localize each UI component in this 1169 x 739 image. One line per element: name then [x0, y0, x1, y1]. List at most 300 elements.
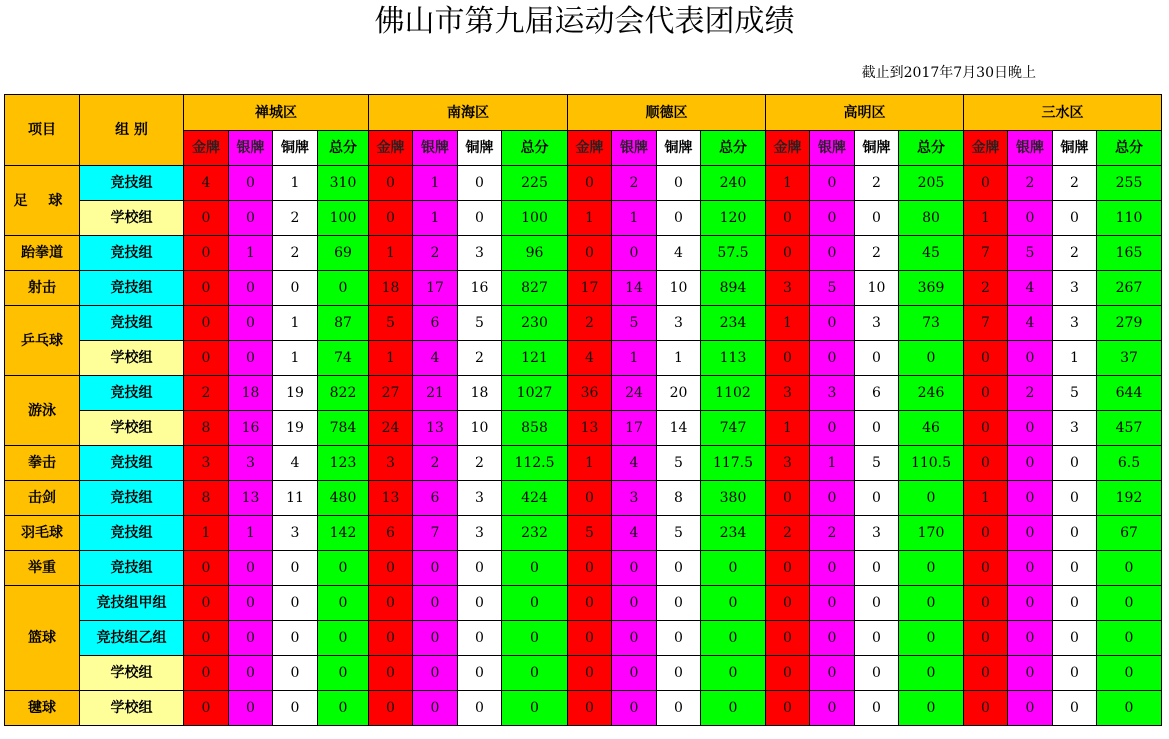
total-cell: 1027 — [502, 376, 568, 411]
bronze-cell: 0 — [657, 166, 701, 201]
group-name: 竞技组 — [80, 236, 184, 271]
total-cell: 0 — [1097, 621, 1162, 656]
bronze-cell: 14 — [657, 411, 701, 446]
silver-header: 银牌 — [612, 131, 657, 166]
bronze-cell: 4 — [657, 236, 701, 271]
group-name: 竞技组乙组 — [80, 621, 184, 656]
table-row — [5, 166, 1162, 201]
silver-cell: 6 — [413, 306, 458, 341]
table-row — [5, 551, 1162, 586]
bronze-cell: 5 — [458, 306, 502, 341]
total-cell: 0 — [318, 656, 369, 691]
group-name: 学校组 — [80, 691, 184, 726]
silver-cell: 2 — [1008, 376, 1053, 411]
page-title: 佛山市第九届运动会代表团成绩 — [374, 4, 795, 39]
gold-cell: 0 — [369, 201, 413, 236]
silver-cell: 3 — [612, 481, 657, 516]
gold-cell: 0 — [369, 656, 413, 691]
silver-cell: 1 — [810, 446, 855, 481]
total-cell: 230 — [502, 306, 568, 341]
bronze-cell: 0 — [855, 551, 899, 586]
bronze-cell: 19 — [273, 376, 318, 411]
bronze-cell: 0 — [1053, 586, 1097, 621]
gold-cell: 0 — [184, 691, 229, 726]
silver-cell: 17 — [612, 411, 657, 446]
group-name: 竞技组 — [80, 481, 184, 516]
total-cell: 0 — [502, 586, 568, 621]
total-cell: 96 — [502, 236, 568, 271]
gold-header: 金牌 — [369, 131, 413, 166]
bronze-cell: 0 — [458, 621, 502, 656]
gold-cell: 24 — [369, 411, 413, 446]
gold-cell: 0 — [964, 586, 1008, 621]
total-cell: 747 — [701, 411, 766, 446]
bronze-cell: 3 — [1053, 411, 1097, 446]
total-cell: 192 — [1097, 481, 1162, 516]
silver-cell: 2 — [612, 166, 657, 201]
silver-cell: 0 — [1008, 481, 1053, 516]
gold-cell: 8 — [184, 481, 229, 516]
silver-cell: 0 — [810, 691, 855, 726]
silver-cell: 0 — [229, 271, 273, 306]
total-cell: 240 — [701, 166, 766, 201]
silver-cell: 0 — [1008, 446, 1053, 481]
silver-cell: 0 — [413, 551, 458, 586]
total-cell: 165 — [1097, 236, 1162, 271]
total-cell: 279 — [1097, 306, 1162, 341]
bronze-cell: 0 — [657, 621, 701, 656]
gold-cell: 0 — [766, 481, 810, 516]
total-cell: 827 — [502, 271, 568, 306]
total-cell: 87 — [318, 306, 369, 341]
gold-cell: 0 — [766, 586, 810, 621]
bronze-cell: 11 — [273, 481, 318, 516]
bronze-cell: 3 — [855, 306, 899, 341]
bronze-cell: 5 — [657, 446, 701, 481]
gold-cell: 2 — [184, 376, 229, 411]
total-cell: 123 — [318, 446, 369, 481]
group-name: 学校组 — [80, 201, 184, 236]
gold-cell: 2 — [964, 271, 1008, 306]
gold-cell: 3 — [766, 376, 810, 411]
total-header: 总分 — [899, 131, 964, 166]
silver-cell: 0 — [1008, 621, 1053, 656]
silver-header: 银牌 — [810, 131, 855, 166]
bronze-cell: 2 — [273, 236, 318, 271]
total-cell: 0 — [899, 691, 964, 726]
silver-cell: 13 — [413, 411, 458, 446]
silver-cell: 21 — [413, 376, 458, 411]
bronze-cell: 4 — [273, 446, 318, 481]
gold-cell: 5 — [369, 306, 413, 341]
silver-cell: 1 — [229, 516, 273, 551]
silver-cell: 0 — [229, 341, 273, 376]
sport-name: 乒乓球 — [5, 306, 80, 376]
gold-cell: 1 — [766, 411, 810, 446]
total-cell: 424 — [502, 481, 568, 516]
silver-cell: 16 — [229, 411, 273, 446]
total-cell: 69 — [318, 236, 369, 271]
total-cell: 0 — [502, 621, 568, 656]
silver-cell: 0 — [810, 411, 855, 446]
gold-cell: 1 — [369, 236, 413, 271]
gold-cell: 0 — [568, 691, 612, 726]
silver-cell: 0 — [413, 656, 458, 691]
bronze-cell: 0 — [657, 586, 701, 621]
total-header: 总分 — [318, 131, 369, 166]
bronze-cell: 0 — [458, 656, 502, 691]
table-row — [5, 271, 1162, 306]
gold-cell: 7 — [964, 236, 1008, 271]
bronze-cell: 0 — [657, 656, 701, 691]
silver-cell: 0 — [810, 166, 855, 201]
total-cell: 0 — [899, 481, 964, 516]
silver-cell: 0 — [229, 656, 273, 691]
table-row — [5, 656, 1162, 691]
bronze-cell: 2 — [1053, 236, 1097, 271]
silver-cell: 6 — [413, 481, 458, 516]
gold-cell: 17 — [568, 271, 612, 306]
bronze-cell: 1 — [273, 341, 318, 376]
gold-cell: 1 — [766, 166, 810, 201]
sport-name: 游泳 — [5, 376, 80, 446]
silver-cell: 0 — [229, 306, 273, 341]
gold-cell: 13 — [568, 411, 612, 446]
total-cell: 380 — [701, 481, 766, 516]
sport-name: 跆拳道 — [5, 236, 80, 271]
sport-name: 击剑 — [5, 481, 80, 516]
total-cell: 205 — [899, 166, 964, 201]
total-cell: 1102 — [701, 376, 766, 411]
gold-cell: 0 — [184, 341, 229, 376]
silver-cell: 1 — [413, 166, 458, 201]
gold-cell: 2 — [568, 306, 612, 341]
bronze-cell: 0 — [1053, 691, 1097, 726]
total-cell: 225 — [502, 166, 568, 201]
silver-cell: 0 — [810, 341, 855, 376]
sport-name: 射击 — [5, 271, 80, 306]
gold-cell: 0 — [766, 551, 810, 586]
total-cell: 267 — [1097, 271, 1162, 306]
bronze-cell: 0 — [1053, 551, 1097, 586]
bronze-cell: 2 — [458, 446, 502, 481]
gold-cell: 0 — [568, 166, 612, 201]
total-cell: 67 — [1097, 516, 1162, 551]
silver-cell: 4 — [612, 446, 657, 481]
total-cell: 0 — [502, 656, 568, 691]
table-row — [5, 691, 1162, 726]
silver-cell: 0 — [810, 236, 855, 271]
silver-cell: 1 — [413, 201, 458, 236]
bronze-cell: 0 — [657, 201, 701, 236]
bronze-cell: 3 — [1053, 306, 1097, 341]
total-cell: 0 — [899, 621, 964, 656]
gold-cell: 0 — [766, 691, 810, 726]
total-cell: 0 — [899, 586, 964, 621]
silver-header: 银牌 — [229, 131, 273, 166]
total-cell: 0 — [899, 551, 964, 586]
total-cell: 234 — [701, 306, 766, 341]
bronze-header: 铜牌 — [657, 131, 701, 166]
silver-cell: 24 — [612, 376, 657, 411]
table-row — [5, 516, 1162, 551]
total-cell: 0 — [701, 586, 766, 621]
bronze-cell: 5 — [855, 446, 899, 481]
gold-cell: 0 — [369, 551, 413, 586]
gold-cell: 0 — [184, 551, 229, 586]
district-header: 高明区 — [766, 95, 964, 131]
gold-cell: 0 — [184, 586, 229, 621]
district-header: 南海区 — [369, 95, 568, 131]
gold-cell: 0 — [964, 656, 1008, 691]
total-cell: 170 — [899, 516, 964, 551]
gold-cell: 6 — [369, 516, 413, 551]
gold-cell: 0 — [766, 656, 810, 691]
bronze-cell: 0 — [458, 201, 502, 236]
bronze-cell: 1 — [273, 306, 318, 341]
bronze-cell: 6 — [855, 376, 899, 411]
group-name: 竞技组 — [80, 376, 184, 411]
silver-cell: 0 — [810, 201, 855, 236]
gold-cell: 13 — [369, 481, 413, 516]
gold-cell: 36 — [568, 376, 612, 411]
bronze-header: 铜牌 — [855, 131, 899, 166]
total-cell: 112.5 — [502, 446, 568, 481]
gold-cell: 27 — [369, 376, 413, 411]
gold-cell: 1 — [964, 201, 1008, 236]
group-name: 竞技组 — [80, 166, 184, 201]
group-name: 学校组 — [80, 656, 184, 691]
group-name: 竞技组 — [80, 306, 184, 341]
silver-cell: 2 — [413, 236, 458, 271]
bronze-cell: 0 — [855, 341, 899, 376]
header-item: 项目 — [5, 95, 80, 166]
gold-cell: 0 — [369, 691, 413, 726]
district-header: 禅城区 — [184, 95, 369, 131]
group-name: 竞技组 — [80, 551, 184, 586]
gold-cell: 0 — [766, 341, 810, 376]
group-name: 学校组 — [80, 411, 184, 446]
bronze-cell: 10 — [855, 271, 899, 306]
total-cell: 858 — [502, 411, 568, 446]
silver-cell: 0 — [612, 621, 657, 656]
total-cell: 142 — [318, 516, 369, 551]
silver-cell: 0 — [612, 236, 657, 271]
bronze-cell: 5 — [1053, 376, 1097, 411]
results-body — [5, 95, 1162, 726]
gold-cell: 3 — [766, 446, 810, 481]
sport-name: 毽球 — [5, 691, 80, 726]
gold-cell: 0 — [568, 236, 612, 271]
silver-cell: 0 — [413, 621, 458, 656]
silver-cell: 0 — [810, 481, 855, 516]
bronze-cell: 0 — [458, 586, 502, 621]
total-header: 总分 — [1097, 131, 1162, 166]
total-cell: 0 — [899, 656, 964, 691]
group-name: 学校组 — [80, 341, 184, 376]
total-cell: 45 — [899, 236, 964, 271]
bronze-header: 铜牌 — [458, 131, 502, 166]
table-row — [5, 201, 1162, 236]
gold-cell: 0 — [964, 166, 1008, 201]
gold-cell: 0 — [184, 621, 229, 656]
bronze-cell: 0 — [273, 621, 318, 656]
bronze-cell: 0 — [458, 551, 502, 586]
bronze-cell: 0 — [657, 691, 701, 726]
silver-cell: 0 — [1008, 516, 1053, 551]
silver-cell: 0 — [612, 586, 657, 621]
total-header: 总分 — [701, 131, 766, 166]
total-cell: 0 — [899, 341, 964, 376]
silver-cell: 5 — [612, 306, 657, 341]
bronze-cell: 0 — [1053, 201, 1097, 236]
total-cell: 255 — [1097, 166, 1162, 201]
sport-name: 篮球 — [5, 586, 80, 691]
silver-cell: 0 — [1008, 341, 1053, 376]
gold-cell: 4 — [184, 166, 229, 201]
bronze-cell: 0 — [1053, 656, 1097, 691]
silver-cell: 1 — [612, 341, 657, 376]
bronze-cell: 0 — [855, 586, 899, 621]
silver-cell: 4 — [1008, 306, 1053, 341]
silver-cell: 3 — [229, 446, 273, 481]
total-cell: 0 — [1097, 551, 1162, 586]
gold-cell: 1 — [184, 516, 229, 551]
silver-cell: 0 — [810, 306, 855, 341]
silver-cell: 0 — [229, 621, 273, 656]
gold-cell: 3 — [369, 446, 413, 481]
silver-cell: 3 — [810, 376, 855, 411]
silver-cell: 18 — [229, 376, 273, 411]
group-name: 竞技组甲组 — [80, 586, 184, 621]
silver-cell: 0 — [229, 551, 273, 586]
bronze-cell: 19 — [273, 411, 318, 446]
silver-cell: 1 — [612, 201, 657, 236]
sport-name: 举重 — [5, 551, 80, 586]
bronze-cell: 0 — [855, 201, 899, 236]
gold-cell: 0 — [568, 481, 612, 516]
total-cell: 0 — [701, 621, 766, 656]
gold-cell: 0 — [964, 376, 1008, 411]
silver-cell: 0 — [413, 691, 458, 726]
silver-cell: 0 — [810, 621, 855, 656]
table-row — [5, 376, 1162, 411]
bronze-cell: 0 — [855, 656, 899, 691]
silver-cell: 5 — [1008, 236, 1053, 271]
bronze-cell: 0 — [855, 411, 899, 446]
bronze-cell: 0 — [458, 166, 502, 201]
silver-cell: 0 — [229, 201, 273, 236]
gold-cell: 0 — [568, 621, 612, 656]
group-name: 竞技组 — [80, 271, 184, 306]
bronze-cell: 0 — [855, 481, 899, 516]
results-table — [4, 94, 1162, 726]
gold-cell: 2 — [766, 516, 810, 551]
bronze-cell: 2 — [273, 201, 318, 236]
gold-cell: 8 — [184, 411, 229, 446]
silver-cell: 0 — [1008, 656, 1053, 691]
silver-cell: 5 — [810, 271, 855, 306]
gold-cell: 0 — [568, 586, 612, 621]
gold-header: 金牌 — [964, 131, 1008, 166]
total-cell: 117.5 — [701, 446, 766, 481]
silver-cell: 0 — [229, 586, 273, 621]
gold-header: 金牌 — [766, 131, 810, 166]
bronze-cell: 2 — [1053, 166, 1097, 201]
bronze-cell: 10 — [657, 271, 701, 306]
group-name: 竞技组 — [80, 446, 184, 481]
total-cell: 37 — [1097, 341, 1162, 376]
district-header: 三水区 — [964, 95, 1162, 131]
total-cell: 644 — [1097, 376, 1162, 411]
total-cell: 73 — [899, 306, 964, 341]
total-cell: 0 — [318, 271, 369, 306]
gold-cell: 5 — [568, 516, 612, 551]
silver-cell: 0 — [810, 551, 855, 586]
gold-cell: 0 — [766, 236, 810, 271]
gold-cell: 0 — [184, 236, 229, 271]
table-row — [5, 341, 1162, 376]
group-name: 竞技组 — [80, 516, 184, 551]
gold-cell: 0 — [766, 201, 810, 236]
bronze-cell: 2 — [855, 166, 899, 201]
table-row — [5, 446, 1162, 481]
silver-cell: 0 — [612, 656, 657, 691]
silver-cell: 0 — [413, 586, 458, 621]
silver-cell: 0 — [229, 691, 273, 726]
total-cell: 120 — [701, 201, 766, 236]
total-cell: 232 — [502, 516, 568, 551]
silver-header: 银牌 — [413, 131, 458, 166]
bronze-cell: 3 — [1053, 271, 1097, 306]
total-cell: 121 — [502, 341, 568, 376]
total-cell: 100 — [502, 201, 568, 236]
bronze-cell: 10 — [458, 411, 502, 446]
gold-cell: 0 — [369, 586, 413, 621]
gold-cell: 0 — [964, 516, 1008, 551]
total-cell: 113 — [701, 341, 766, 376]
total-cell: 0 — [318, 691, 369, 726]
total-cell: 0 — [701, 656, 766, 691]
gold-cell: 7 — [964, 306, 1008, 341]
silver-cell: 0 — [1008, 201, 1053, 236]
total-cell: 0 — [701, 551, 766, 586]
bronze-cell: 2 — [458, 341, 502, 376]
total-cell: 57.5 — [701, 236, 766, 271]
bronze-cell: 16 — [458, 271, 502, 306]
bronze-cell: 0 — [273, 271, 318, 306]
gold-cell: 0 — [766, 621, 810, 656]
silver-header: 银牌 — [1008, 131, 1053, 166]
silver-cell: 0 — [1008, 411, 1053, 446]
bronze-cell: 0 — [1053, 621, 1097, 656]
table-row — [5, 236, 1162, 271]
sport-name: 足 球 — [5, 166, 80, 236]
gold-cell: 0 — [568, 656, 612, 691]
total-cell: 0 — [1097, 656, 1162, 691]
total-cell: 0 — [701, 691, 766, 726]
silver-cell: 13 — [229, 481, 273, 516]
gold-cell: 0 — [964, 691, 1008, 726]
bronze-header: 铜牌 — [1053, 131, 1097, 166]
total-cell: 0 — [318, 621, 369, 656]
gold-cell: 1 — [766, 306, 810, 341]
total-cell: 0 — [502, 551, 568, 586]
bronze-cell: 0 — [273, 586, 318, 621]
silver-cell: 0 — [810, 656, 855, 691]
total-cell: 110 — [1097, 201, 1162, 236]
gold-cell: 0 — [964, 446, 1008, 481]
